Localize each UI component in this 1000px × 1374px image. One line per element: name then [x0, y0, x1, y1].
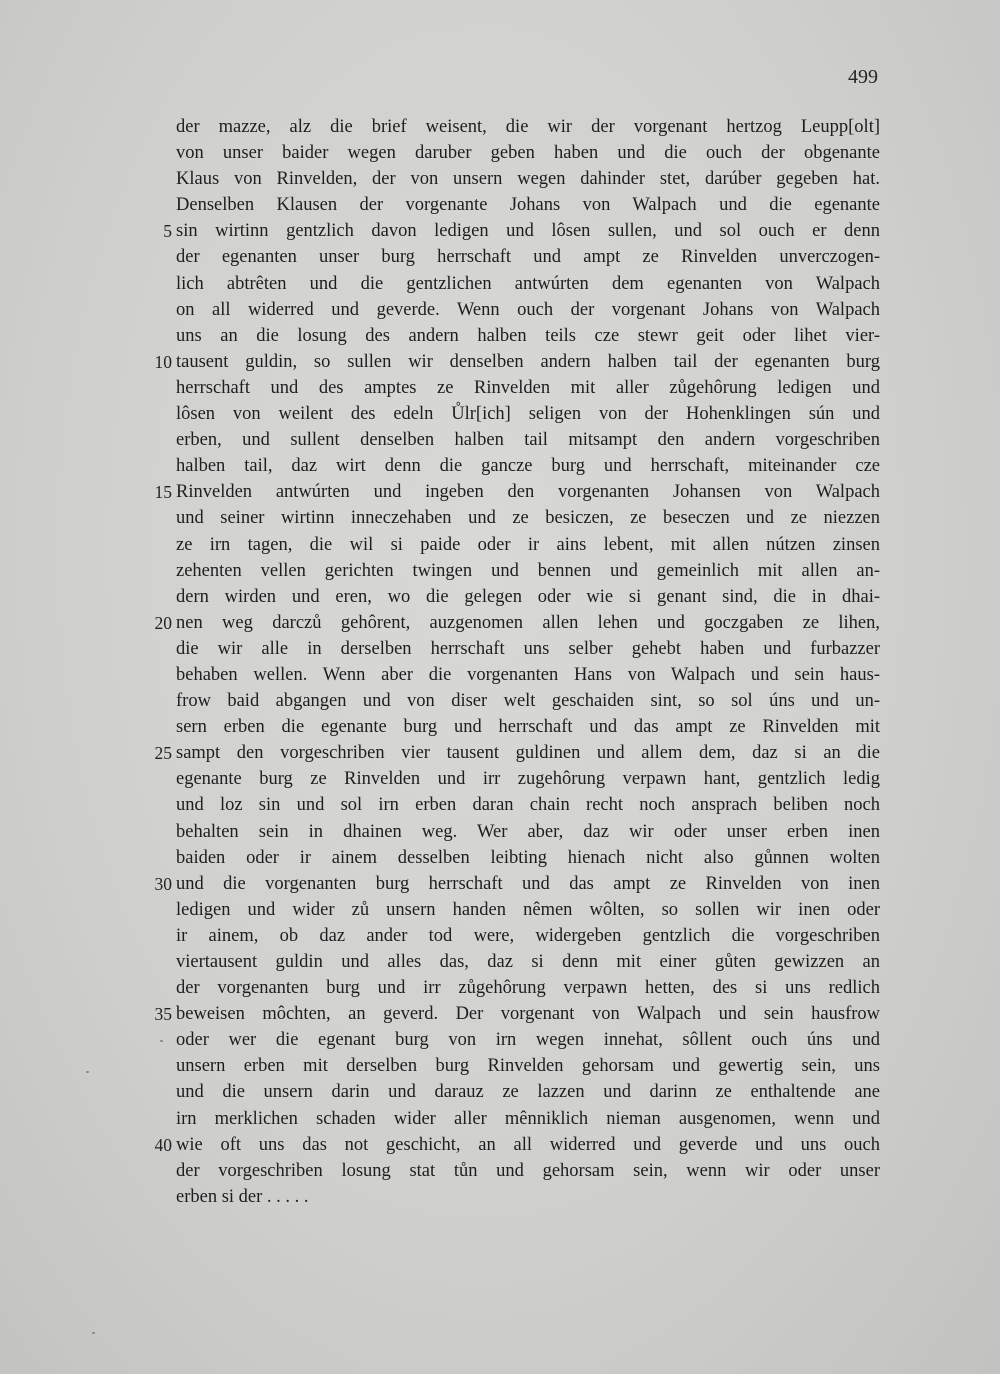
line-text: zehenten vellen gerichten twingen und bennen und gemeinlich mit allen an-	[176, 560, 880, 581]
paper-speck	[160, 1040, 163, 1042]
text-line	[148, 714, 880, 740]
text-line	[148, 297, 880, 323]
line-text: sern erben die egenante burg und herrschaft und das ampt ze Rinvelden mit	[176, 717, 880, 738]
line-text: behalten sein in dhainen weg. Wer aber, daz wir oder unser erben inen	[176, 821, 880, 842]
line-text: herrschaft und des amptes ze Rinvelden mit aller zůgehôrung ledigen und	[176, 377, 880, 398]
text-line	[148, 1027, 880, 1053]
text-line	[148, 532, 880, 558]
text-line	[148, 505, 880, 531]
line-text: der egenanten unser burg herrschaft und ampt ze Rinvelden unverczogen-	[176, 247, 880, 268]
line-text: ledigen und wider zů unsern handen nêmen wôlten, so sollen wir inen oder	[176, 899, 880, 920]
text-line	[148, 584, 880, 610]
text-line	[148, 271, 880, 297]
line-text: tausent guldin, so sullen wir denselben andern halben tail der egenanten burg	[176, 351, 880, 372]
line-number: 15	[154, 482, 172, 503]
text-line	[148, 244, 880, 270]
line-text: ir ainem, ob daz ander tod were, widergeben gentzlich die vorgeschriben	[176, 925, 880, 946]
text-line	[148, 1158, 880, 1184]
body-text	[148, 114, 880, 1210]
text-line	[148, 218, 880, 244]
page-number: 499	[848, 66, 878, 88]
line-text: frow baid abgangen und von diser welt geschaiden sint, so sol úns und un-	[176, 691, 880, 712]
line-text: ze irn tagen, die wil si paide oder ir ains lebent, mit allen nútzen zinsen	[176, 534, 880, 555]
text-line	[148, 766, 880, 792]
line-text: lich abtrêten und die gentzlichen antwúrten dem egenanten von Walpach	[176, 273, 880, 294]
line-text: irn merklichen schaden wider aller mênniklich nieman ausgenomen, wenn und	[176, 1108, 880, 1129]
line-text: und die vorgenanten burg herrschaft und das ampt ze Rinvelden von inen	[176, 873, 880, 894]
line-text: Klaus von Rinvelden, der von unsern wegen dahinder stet, darúber gegeben hat.	[176, 169, 880, 190]
text-line	[148, 923, 880, 949]
text-line	[148, 1079, 880, 1105]
text-line	[148, 427, 880, 453]
line-number: 40	[154, 1134, 172, 1155]
line-text: baiden oder ir ainem desselben leibting hienach nicht also gůnnen wolten	[176, 847, 880, 868]
line-text: der vorgeschriben losung stat tůn und gehorsam sein, wenn wir oder unser	[176, 1160, 880, 1181]
text-line	[148, 479, 880, 505]
line-text: die wir alle in derselben herrschaft uns selber gehebt haben und furbazzer	[176, 638, 880, 659]
text-line	[148, 662, 880, 688]
text-line	[148, 114, 880, 140]
line-number: 25	[154, 743, 172, 764]
line-text: dern wirden und eren, wo die gelegen oder wie si genant sind, die in dhai-	[176, 586, 880, 607]
line-text: halben tail, daz wirt denn die gancze burg und herrschaft, miteinander cze	[176, 456, 880, 477]
line-text: viertausent guldin und alles das, daz si denn mit einer gůten gewizzen an	[176, 952, 880, 972]
line-text: egenante burg ze Rinvelden und irr zugehôrung verpawn hant, gentzlich ledig	[176, 769, 880, 790]
text-line	[148, 192, 880, 218]
text-line	[148, 871, 880, 897]
text-line	[148, 636, 880, 662]
line-text: und seiner wirtinn inneczehaben und ze besiczen, ze beseczen und ze niezzen	[176, 508, 880, 529]
line-text: erben, und sullent denselben halben tail mitsampt den andern vorgeschriben	[176, 430, 880, 451]
line-text: behaben wellen. Wenn aber die vorgenanten Hans von Walpach und sein haus-	[176, 664, 880, 685]
text-line	[148, 975, 880, 1001]
text-line	[148, 558, 880, 584]
line-text: beweisen môchten, an geverd. Der vorgenant von Walpach und sein hausfrow	[176, 1004, 880, 1025]
text-line	[148, 1132, 880, 1158]
text-line	[148, 140, 880, 166]
line-text: unsern erben mit derselben burg Rinvelden gehorsam und gewertig sein, uns	[176, 1056, 880, 1077]
text-line	[148, 845, 880, 871]
line-number: 30	[154, 873, 172, 894]
text-line	[148, 792, 880, 818]
text-line	[148, 375, 880, 401]
line-text: lôsen von weilent des edeln Ůlr[ich] seligen von der Hohenklingen sún und	[176, 404, 880, 425]
line-number: 20	[154, 612, 172, 633]
text-line	[148, 453, 880, 479]
text-line	[148, 819, 880, 845]
text-line	[148, 401, 880, 427]
line-text: nen weg darczů gehôrent, auzgenomen allen lehen und goczgaben ze lihen,	[176, 612, 880, 633]
text-line	[148, 1184, 880, 1210]
line-text: Rinvelden antwúrten und ingeben den vorgenanten Johansen von Walpach	[176, 482, 880, 503]
line-text: und loz sin und sol irn erben daran chain recht noch ansprach beliben noch	[176, 795, 880, 816]
line-text: wie oft uns das not geschicht, an all widerred und geverde und uns ouch	[176, 1134, 880, 1155]
text-line	[148, 688, 880, 714]
text-line	[148, 740, 880, 766]
line-text: der vorgenanten burg und irr zůgehôrung verpawn hetten, des si uns redlich	[176, 978, 880, 999]
paper-speck	[86, 1071, 89, 1073]
line-text: Denselben Klausen der vorgenante Johans von Walpach und die egenante	[176, 195, 880, 216]
line-number: 5	[163, 221, 172, 242]
line-text: sin wirtinn gentzlich davon ledigen und lôsen sullen, und sol ouch er denn	[176, 221, 880, 242]
line-text: erben si der . . . . .	[176, 1186, 309, 1207]
text-line	[148, 610, 880, 636]
text-line	[148, 1001, 880, 1027]
line-text: oder wer die egenant burg von irn wegen innehat, sôllent ouch úns und	[176, 1030, 880, 1051]
line-text: und die unsern darin und darauz ze lazzen und darinn ze enthaltende ane	[176, 1082, 880, 1103]
text-line	[148, 166, 880, 192]
line-text: der mazze, alz die brief weisent, die wir der vorgenant hertzog Leupp[olt]	[176, 117, 880, 137]
line-number: 35	[154, 1004, 172, 1025]
line-text: von unser baider wegen daruber geben haben und die ouch der obgenante	[176, 143, 880, 164]
line-text: sampt den vorgeschriben vier tausent guldinen und allem dem, daz si an die	[176, 743, 880, 764]
text-line	[148, 349, 880, 375]
text-line	[148, 949, 880, 975]
text-line	[148, 323, 880, 349]
paper-speck	[92, 1332, 95, 1334]
text-line	[148, 1106, 880, 1132]
text-line	[148, 897, 880, 923]
line-text: uns an die losung des andern halben teils cze stewr geit oder lihet vier-	[176, 325, 880, 346]
line-text: on all widerred und geverde. Wenn ouch der vorgenant Johans von Walpach	[176, 299, 880, 320]
text-line	[148, 1053, 880, 1079]
line-number: 10	[154, 351, 172, 372]
